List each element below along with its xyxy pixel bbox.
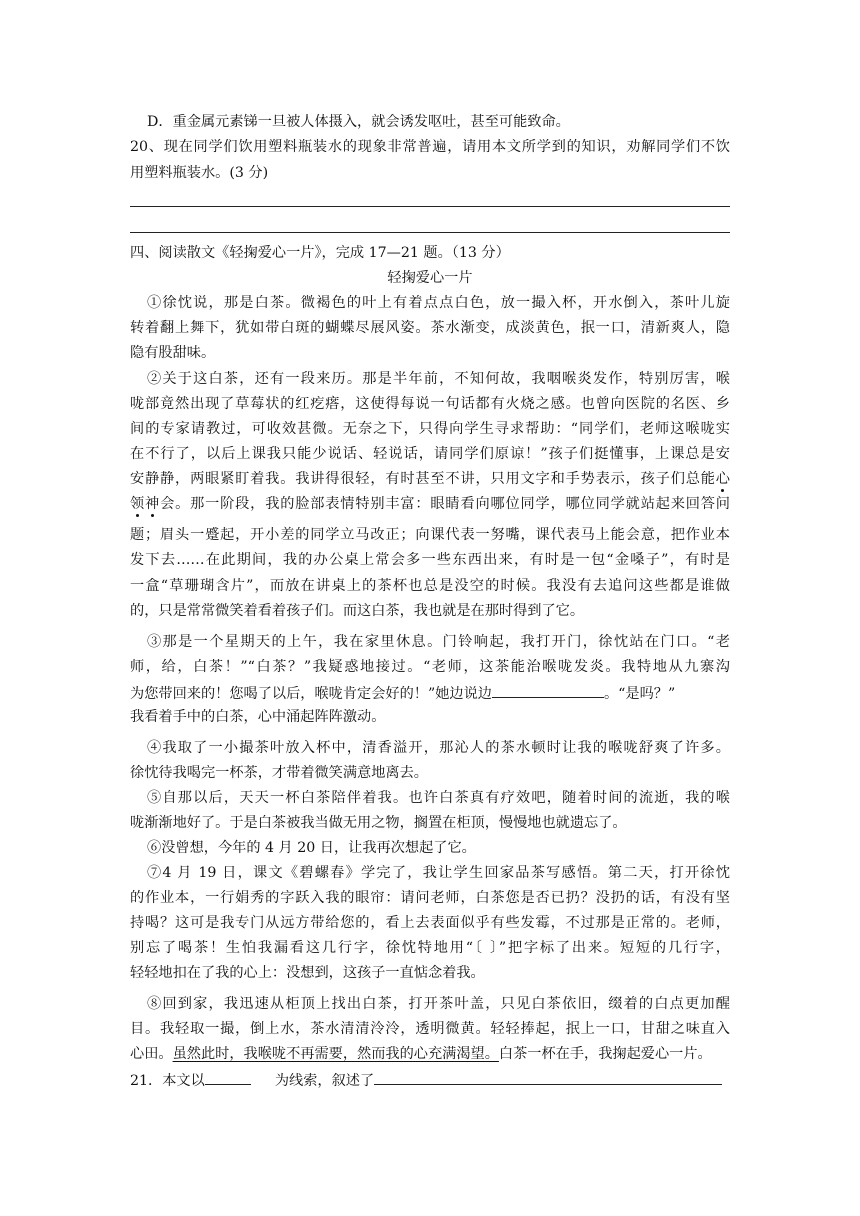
fill-in-blank[interactable] (374, 1069, 722, 1085)
para-7-line: 的作业本，一行娟秀的字跃入我的眼帘：请问老师，白茶您是否已扔？没扔的话，有没有坚 (130, 890, 730, 906)
emphasis-char: 心 (715, 471, 730, 487)
q21-line: 21．本文以 为线索，叙述了 (130, 1069, 730, 1091)
para-1-line: ①徐忱说，那是白茶。微褐色的叶上有着点点白色，放一撮入杯，开水倒入，茶叶儿旋 (147, 295, 730, 311)
para-7-line: 持喝？这可是我专门从远方带给您的，看上去表面似乎有些发霉，不过那是正常的。老师， (130, 915, 730, 931)
para-7-line: ⑦4 月 19 日，课文《碧螺春》学完了，我让学生回家品茶写感悟。第二天，打开徐忱 (147, 865, 730, 881)
para-2-line: 安静静，两眼紧盯着我。我讲得很轻，有时甚至不讲，只用文字和手势表示，孩子们总能心 (130, 471, 730, 487)
para-5-line: ⑤自那以后，天天一杯白茶陪伴着我。也许白茶真有疗效吧，随着时间的流逝，我的喉 (147, 790, 730, 806)
para-4-line: ④我取了一小撮茶叶放入杯中，清香溢开，那沁人的茶水顿时让我的喉咙舒爽了许多。 (147, 740, 730, 756)
emphasis-char: 领 (130, 496, 146, 512)
para-5-line: 咙渐渐地好了。于是白茶被我当做无用之物，搁置在柜顶，慢慢地也就遗忘了。 (130, 815, 627, 831)
para-2-line: ②关于这白茶，还有一段来历。那是半年前，不知何故，我咽喉炎发作，特别厉害，喉 (147, 371, 730, 387)
para-7-line: 别忘了喝茶！生怕我漏看这几行字，徐忱特地用“〔 〕”把字标了出来。短短的几行字， (130, 940, 730, 956)
para-2-line: 间的专家请教过，可收效甚微。无奈之下，只得向学生寻求帮助：“同学们，老师这喉咙实 (130, 421, 730, 437)
para-8-line: 心田。虽然此时，我喉咙不再需要，然而我的心充满渴望。白茶一杯在手，我掬起爱心一片。 (130, 1046, 712, 1062)
answer-line-2 (130, 232, 730, 233)
para-2-line: 发下去……在此期间，我的办公桌上常会多一些东西出来，有时是一包“金嗓子”，有时是 (130, 552, 730, 568)
para-3-line: ③那是一个星期天的上午，我在家里休息。门铃响起，我打开门，徐忱站在门口。“老 (147, 634, 730, 650)
para-2-line: 题；眉头一蹙起，开小差的同学立马改正；向课代表一努嘴，课代表马上能会意，把作业本 (130, 527, 730, 543)
para-2-line: 在不行了，以后上课我只能少说话、轻说话，请同学们原谅！”孩子们挺懂事，上课总是安 (130, 446, 730, 462)
para-3-line: 为您带回来的！您喝了以后，喉咙肯定会好的！”她边说边 。“是吗？” (130, 682, 730, 704)
underlined-sentence: 虽然此时，我喉咙不再需要，然而我的心充满渴望。 (172, 1046, 499, 1062)
para-1-line: 转着翻上舞下，犹如带白斑的蝴蝶尽展风姿。茶水渐变，成淡黄色，抿一口，清新爽人，隐 (130, 320, 730, 336)
emphasis-char: 神 (145, 496, 161, 512)
para-2-line: 的，只是常常微笑着看着孩子们。而这白茶，我也就是在那时得到了它。 (130, 603, 585, 619)
para-2-line: 领神会。那一阶段，我的脸部表情特别丰富：眼睛看向哪位同学，哪位同学就站起来回答问 (130, 496, 730, 512)
q19-option-d: D．重金属元素锑一旦被人体摄入，就会诱发呕吐，甚至可能致命。 (147, 114, 570, 130)
para-8-line: 目。我轻取一撮，倒上水，茶水清清泠泠，透明微黄。轻轻捧起，抿上一口，甘甜之味直入 (130, 1021, 730, 1037)
para-2-line: 一盒“草珊瑚含片”，而放在讲桌上的茶杯也总是没空的时候。我没有去追问这些都是谁做 (130, 578, 730, 594)
fill-in-blank[interactable] (492, 682, 604, 698)
para-1-line: 隐有股甜味。 (130, 345, 216, 361)
para-4-line: 徐忱待我喝完一杯茶，才带着微笑满意地离去。 (130, 765, 428, 781)
para-6-line: ⑥没曾想，今年的 4 月 20 日，让我再次想起了它。 (147, 840, 476, 856)
para-3-line: 我看着手中的白茶，心中涌起阵阵激动。 (130, 709, 386, 725)
para-3-line: 师，给，白茶！”“白茶？”我疑惑地接过。“老师，这茶能治喉咙发炎。我特地从九寨沟 (130, 659, 730, 675)
q20-line-1: 20、现在同学们饮用塑料瓶装水的现象非常普遍，请用本文所学到的知识，劝解同学们不饮 (130, 139, 730, 155)
section-heading: 四、阅读散文《轻掬爱心一片》，完成 17—21 题。（13 分） (130, 245, 510, 261)
q20-line-2: 用塑料瓶装水。(3 分) (130, 165, 269, 181)
fill-in-blank[interactable] (205, 1069, 251, 1085)
essay-title: 轻掬爱心一片 (387, 270, 473, 286)
para-2-line: 咙部竟然出现了草莓状的红疙瘩，这使得每说一句话都有火烧之感。也曾向医院的名医、乡 (130, 396, 730, 412)
answer-line-1 (130, 206, 730, 207)
para-7-line: 轻轻地扣在了我的心上：没想到，这孩子一直惦念着我。 (130, 965, 485, 981)
para-8-line: ⑧回到家，我迅速从柜顶上找出白茶，打开茶叶盖，只见白茶依旧，缀着的白点更加醒 (147, 996, 730, 1012)
